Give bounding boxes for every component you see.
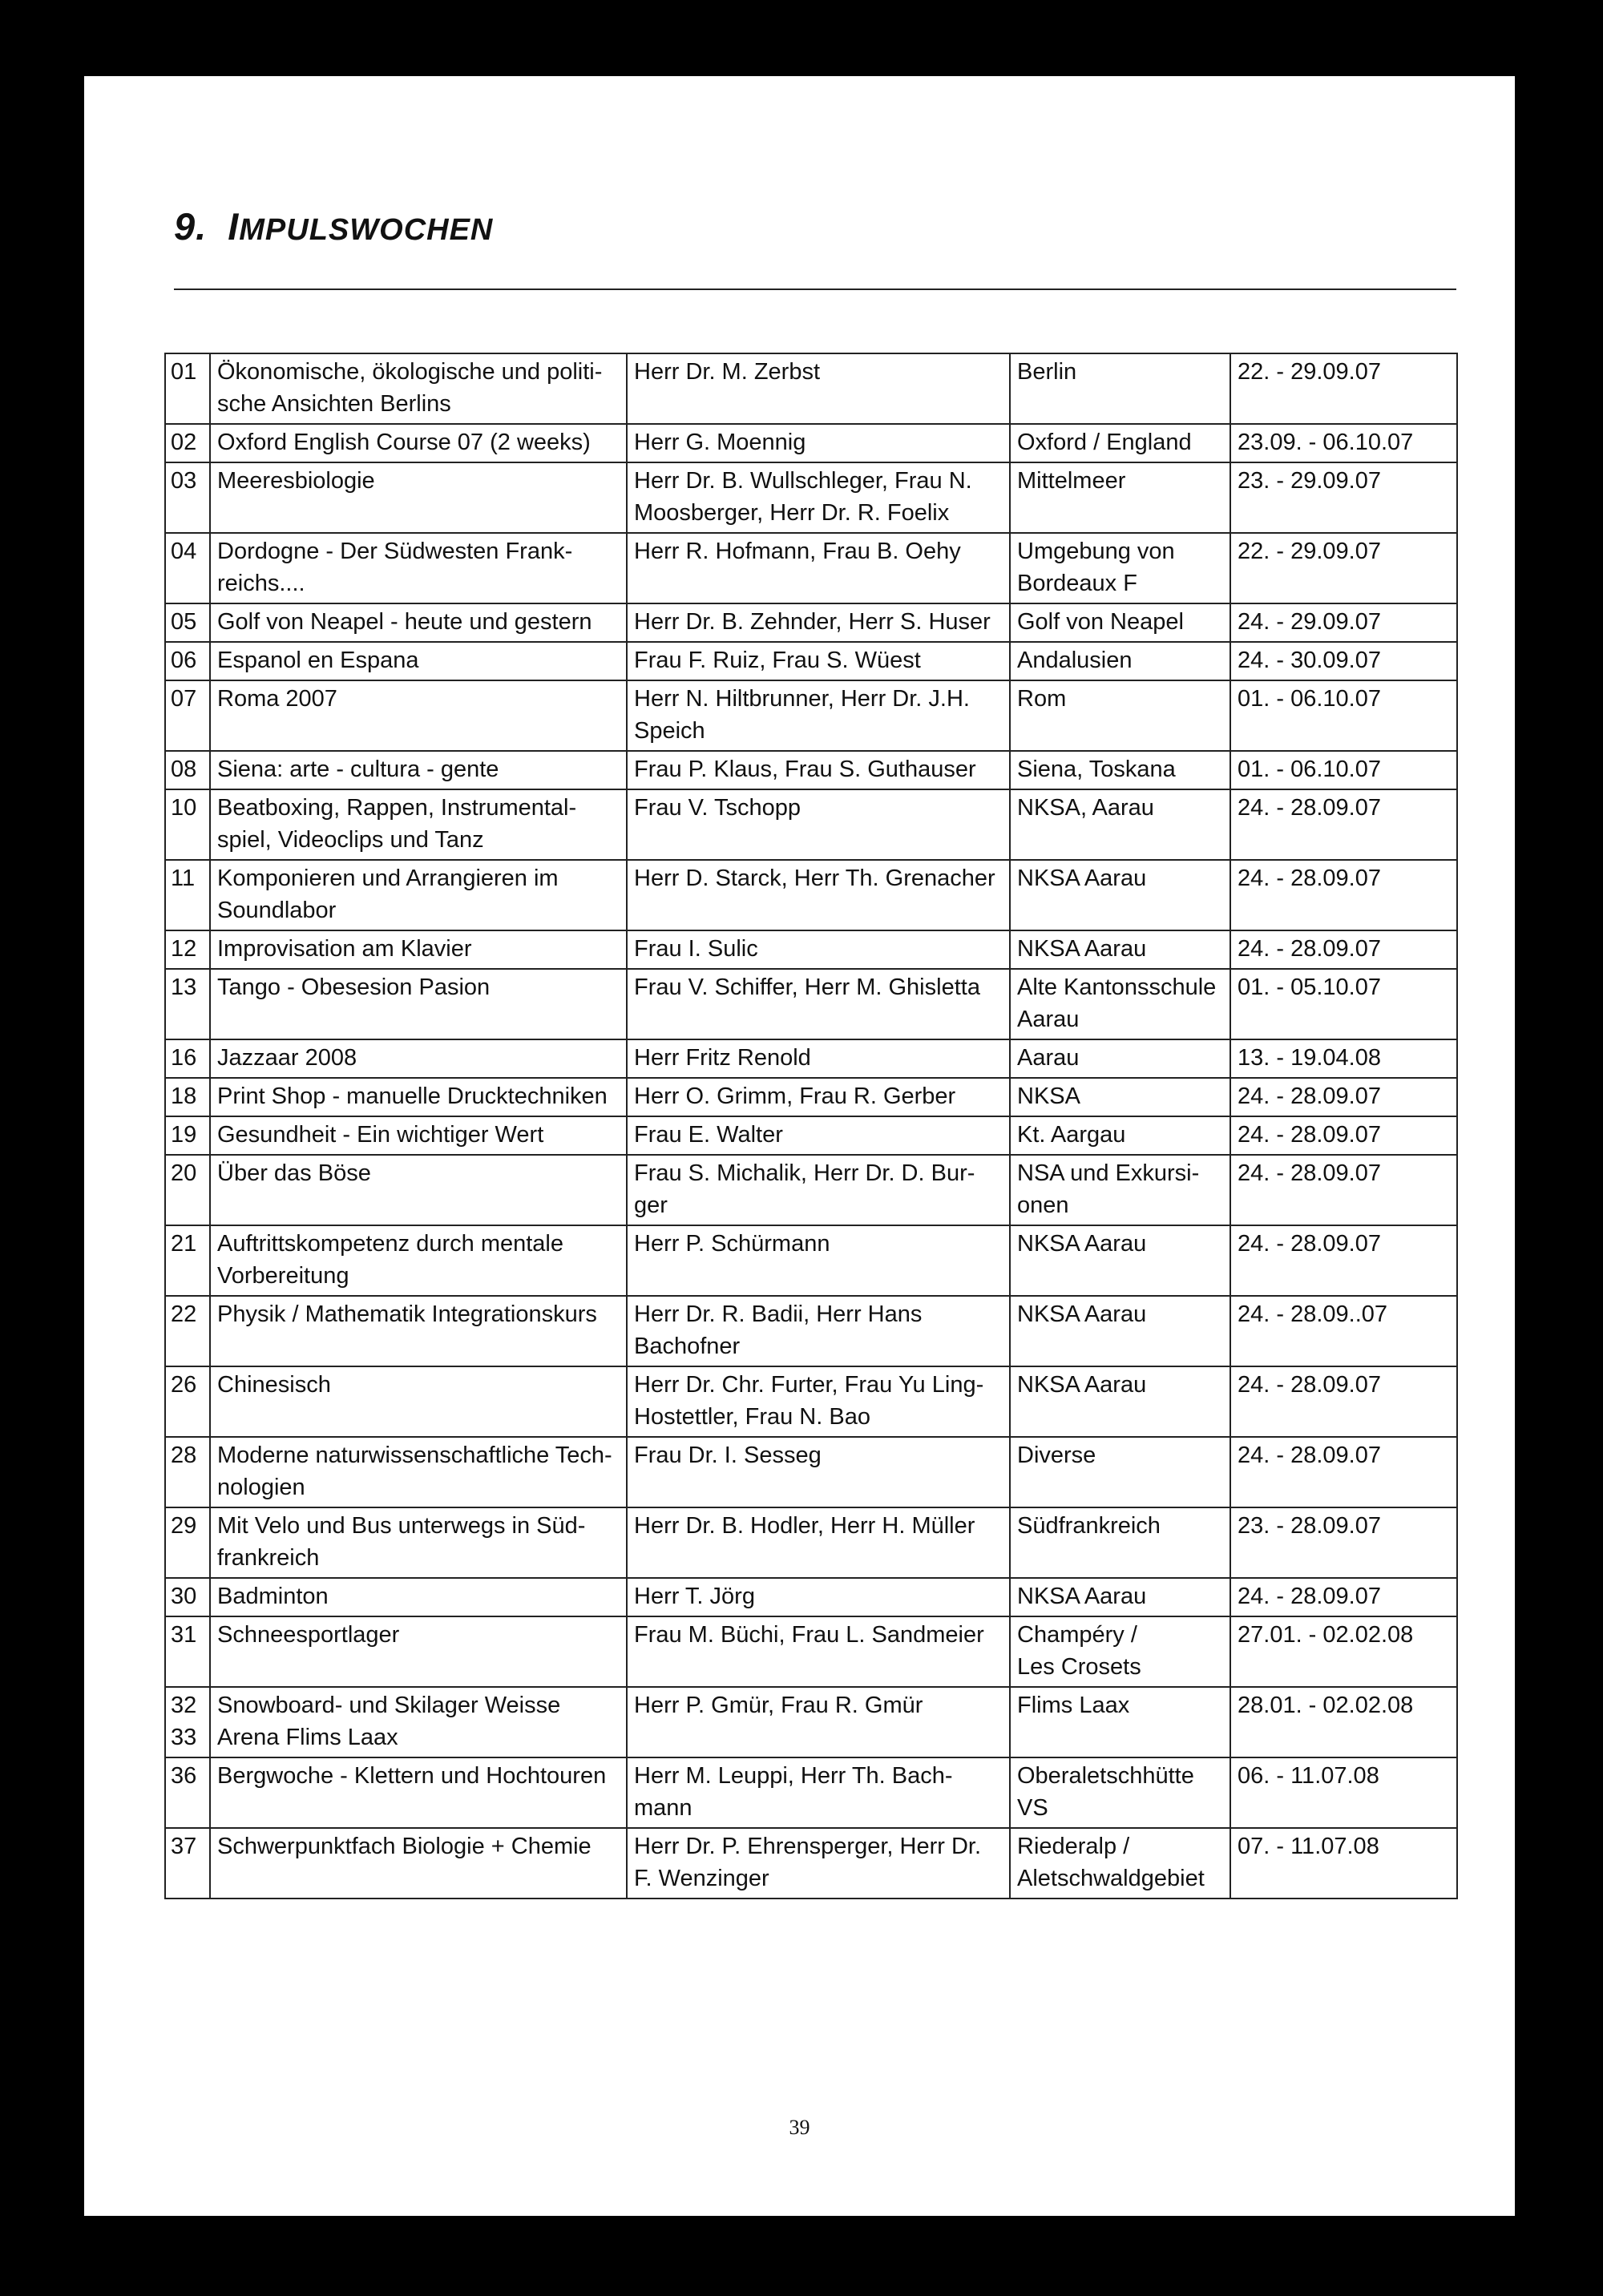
cell-place: Diverse bbox=[1010, 1437, 1230, 1507]
section-title-initial: I bbox=[228, 205, 240, 248]
cell-leaders: Frau V. Tschopp bbox=[627, 789, 1010, 860]
cell-title: Espanol en Espana bbox=[210, 642, 627, 680]
cell-title: Tango - Obesesion Pasion bbox=[210, 969, 627, 1039]
cell-place: Berlin bbox=[1010, 353, 1230, 424]
section-heading bbox=[174, 204, 493, 248]
cell-number: 21 bbox=[165, 1225, 210, 1296]
cell-leaders: Frau Dr. I. Sesseg bbox=[627, 1437, 1010, 1507]
cell-date: 24. - 28.09.07 bbox=[1230, 930, 1457, 969]
cell-place: Südfrankreich bbox=[1010, 1507, 1230, 1578]
cell-number: 26 bbox=[165, 1366, 210, 1437]
cell-title: Chinesisch bbox=[210, 1366, 627, 1437]
cell-date: 24. - 28.09.07 bbox=[1230, 1078, 1457, 1116]
cell-title: Auftrittskompetenz durch mentale Vorbereitung bbox=[210, 1225, 627, 1296]
cell-title: Improvisation am Klavier bbox=[210, 930, 627, 969]
cell-date: 24. - 28.09.07 bbox=[1230, 1116, 1457, 1155]
cell-place: Andalusien bbox=[1010, 642, 1230, 680]
cell-title: Physik / Mathematik Integrationskurs bbox=[210, 1296, 627, 1366]
cell-date: 28.01. - 02.02.08 bbox=[1230, 1687, 1457, 1757]
cell-title: Ökonomische, ökologische und politi- sche Ansichten Berlins bbox=[210, 353, 627, 424]
cell-number: 12 bbox=[165, 930, 210, 969]
cell-leaders: Herr Dr. P. Ehrensperger, Herr Dr. F. Wenzinger bbox=[627, 1828, 1010, 1899]
cell-place: Siena, Toskana bbox=[1010, 751, 1230, 789]
table-row bbox=[165, 1225, 1457, 1296]
cell-date: 24. - 28.09.07 bbox=[1230, 1437, 1457, 1507]
cell-leaders: Frau M. Büchi, Frau L. Sandmeier bbox=[627, 1616, 1010, 1687]
cell-date: 24. - 28.09.07 bbox=[1230, 789, 1457, 860]
table-row bbox=[165, 1578, 1457, 1616]
cell-place: Rom bbox=[1010, 680, 1230, 751]
cell-date: 24. - 28.09.07 bbox=[1230, 860, 1457, 930]
table-row bbox=[165, 680, 1457, 751]
cell-number: 08 bbox=[165, 751, 210, 789]
cell-title: Gesundheit - Ein wichtiger Wert bbox=[210, 1116, 627, 1155]
cell-date: 24. - 28.09.07 bbox=[1230, 1366, 1457, 1437]
cell-title: Oxford English Course 07 (2 weeks) bbox=[210, 424, 627, 462]
cell-place: Mittelmeer bbox=[1010, 462, 1230, 533]
cell-place: NKSA Aarau bbox=[1010, 1225, 1230, 1296]
cell-number: 03 bbox=[165, 462, 210, 533]
cell-place: Oberaletschhütte VS bbox=[1010, 1757, 1230, 1828]
cell-title: Golf von Neapel - heute und gestern bbox=[210, 603, 627, 642]
cell-date: 06. - 11.07.08 bbox=[1230, 1757, 1457, 1828]
cell-place: NKSA Aarau bbox=[1010, 1296, 1230, 1366]
cell-leaders: Herr O. Grimm, Frau R. Gerber bbox=[627, 1078, 1010, 1116]
cell-date: 24. - 28.09.07 bbox=[1230, 1225, 1457, 1296]
cell-number: 18 bbox=[165, 1078, 210, 1116]
table-row bbox=[165, 1687, 1457, 1757]
cell-place: NKSA Aarau bbox=[1010, 860, 1230, 930]
cell-date: 27.01. - 02.02.08 bbox=[1230, 1616, 1457, 1687]
table-row bbox=[165, 969, 1457, 1039]
cell-title: Beatboxing, Rappen, Instrumental- spiel, Videoclips und Tanz bbox=[210, 789, 627, 860]
cell-place: NSA und Exkursi- onen bbox=[1010, 1155, 1230, 1225]
cell-title: Mit Velo und Bus unterwegs in Süd- frankreich bbox=[210, 1507, 627, 1578]
cell-date: 24. - 28.09..07 bbox=[1230, 1296, 1457, 1366]
cell-place: Golf von Neapel bbox=[1010, 603, 1230, 642]
cell-leaders: Herr Dr. B. Wullschleger, Frau N. Moosberger, Herr Dr. R. Foelix bbox=[627, 462, 1010, 533]
cell-place: NKSA bbox=[1010, 1078, 1230, 1116]
table-row bbox=[165, 1366, 1457, 1437]
table-row bbox=[165, 930, 1457, 969]
table-row bbox=[165, 1828, 1457, 1899]
cell-leaders: Herr T. Jörg bbox=[627, 1578, 1010, 1616]
cell-title: Print Shop - manuelle Drucktechniken bbox=[210, 1078, 627, 1116]
cell-number: 28 bbox=[165, 1437, 210, 1507]
cell-place: Oxford / England bbox=[1010, 424, 1230, 462]
cell-date: 23.09. - 06.10.07 bbox=[1230, 424, 1457, 462]
cell-place: Alte Kantonsschule Aarau bbox=[1010, 969, 1230, 1039]
table-row bbox=[165, 642, 1457, 680]
table-row bbox=[165, 1039, 1457, 1078]
cell-leaders: Herr G. Moennig bbox=[627, 424, 1010, 462]
cell-title: Siena: arte - cultura - gente bbox=[210, 751, 627, 789]
cell-date: 24. - 30.09.07 bbox=[1230, 642, 1457, 680]
heading-rule bbox=[174, 289, 1456, 290]
cell-date: 23. - 29.09.07 bbox=[1230, 462, 1457, 533]
table-row bbox=[165, 1296, 1457, 1366]
cell-leaders: Frau S. Michalik, Herr Dr. D. Bur- ger bbox=[627, 1155, 1010, 1225]
table-row bbox=[165, 1437, 1457, 1507]
cell-place: Umgebung von Bordeaux F bbox=[1010, 533, 1230, 603]
cell-date: 23. - 28.09.07 bbox=[1230, 1507, 1457, 1578]
cell-place: NKSA Aarau bbox=[1010, 1578, 1230, 1616]
cell-title: Moderne naturwissenschaftliche Tech- nologien bbox=[210, 1437, 627, 1507]
cell-place: Kt. Aargau bbox=[1010, 1116, 1230, 1155]
table-row bbox=[165, 424, 1457, 462]
table-row bbox=[165, 462, 1457, 533]
table-row bbox=[165, 1155, 1457, 1225]
cell-place: Aarau bbox=[1010, 1039, 1230, 1078]
table-row bbox=[165, 751, 1457, 789]
cell-title: Snowboard- und Skilager Weisse Arena Flims Laax bbox=[210, 1687, 627, 1757]
document-page bbox=[84, 76, 1515, 2216]
cell-place: Flims Laax bbox=[1010, 1687, 1230, 1757]
cell-leaders: Herr P. Schürmann bbox=[627, 1225, 1010, 1296]
section-title-rest: MPULSWOCHEN bbox=[239, 213, 494, 247]
cell-leaders: Frau E. Walter bbox=[627, 1116, 1010, 1155]
cell-place: Riederalp / Aletschwaldgebiet bbox=[1010, 1828, 1230, 1899]
cell-title: Meeresbiologie bbox=[210, 462, 627, 533]
cell-title: Roma 2007 bbox=[210, 680, 627, 751]
cell-title: Komponieren und Arrangieren im Soundlabor bbox=[210, 860, 627, 930]
table-row bbox=[165, 789, 1457, 860]
cell-title: Badminton bbox=[210, 1578, 627, 1616]
cell-leaders: Frau V. Schiffer, Herr M. Ghisletta bbox=[627, 969, 1010, 1039]
table-row bbox=[165, 603, 1457, 642]
cell-number: 29 bbox=[165, 1507, 210, 1578]
cell-number: 16 bbox=[165, 1039, 210, 1078]
cell-title: Dordogne - Der Südwesten Frank- reichs.... bbox=[210, 533, 627, 603]
cell-number: 10 bbox=[165, 789, 210, 860]
cell-number: 11 bbox=[165, 860, 210, 930]
cell-place: NKSA Aarau bbox=[1010, 930, 1230, 969]
table-row bbox=[165, 353, 1457, 424]
table-row bbox=[165, 1507, 1457, 1578]
cell-leaders: Frau F. Ruiz, Frau S. Wüest bbox=[627, 642, 1010, 680]
table-row bbox=[165, 860, 1457, 930]
cell-date: 13. - 19.04.08 bbox=[1230, 1039, 1457, 1078]
cell-number: 13 bbox=[165, 969, 210, 1039]
cell-number: 01 bbox=[165, 353, 210, 424]
cell-number: 32 33 bbox=[165, 1687, 210, 1757]
impulswochen-table bbox=[164, 353, 1458, 1899]
cell-leaders: Herr M. Leuppi, Herr Th. Bach- mann bbox=[627, 1757, 1010, 1828]
cell-number: 02 bbox=[165, 424, 210, 462]
table-row bbox=[165, 1757, 1457, 1828]
cell-leaders: Herr D. Starck, Herr Th. Grenacher bbox=[627, 860, 1010, 930]
cell-number: 19 bbox=[165, 1116, 210, 1155]
cell-leaders: Herr N. Hiltbrunner, Herr Dr. J.H. Speich bbox=[627, 680, 1010, 751]
cell-number: 30 bbox=[165, 1578, 210, 1616]
cell-title: Jazzaar 2008 bbox=[210, 1039, 627, 1078]
table-row bbox=[165, 1616, 1457, 1687]
cell-date: 01. - 06.10.07 bbox=[1230, 751, 1457, 789]
page-number: 39 bbox=[789, 2116, 810, 2139]
cell-date: 24. - 29.09.07 bbox=[1230, 603, 1457, 642]
cell-leaders: Herr Dr. B. Hodler, Herr H. Müller bbox=[627, 1507, 1010, 1578]
cell-title: Schneesportlager bbox=[210, 1616, 627, 1687]
cell-date: 24. - 28.09.07 bbox=[1230, 1155, 1457, 1225]
cell-number: 31 bbox=[165, 1616, 210, 1687]
cell-leaders: Herr Dr. M. Zerbst bbox=[627, 353, 1010, 424]
cell-number: 07 bbox=[165, 680, 210, 751]
cell-number: 36 bbox=[165, 1757, 210, 1828]
cell-number: 37 bbox=[165, 1828, 210, 1899]
section-number: 9. bbox=[174, 205, 208, 248]
cell-date: 22. - 29.09.07 bbox=[1230, 533, 1457, 603]
cell-place: Champéry / Les Crosets bbox=[1010, 1616, 1230, 1687]
cell-leaders: Herr P. Gmür, Frau R. Gmür bbox=[627, 1687, 1010, 1757]
cell-leaders: Herr Dr. R. Badii, Herr Hans Bachofner bbox=[627, 1296, 1010, 1366]
cell-date: 24. - 28.09.07 bbox=[1230, 1578, 1457, 1616]
table-row bbox=[165, 533, 1457, 603]
cell-leaders: Herr R. Hofmann, Frau B. Oehy bbox=[627, 533, 1010, 603]
cell-number: 04 bbox=[165, 533, 210, 603]
cell-title: Bergwoche - Klettern und Hochtouren bbox=[210, 1757, 627, 1828]
cell-number: 05 bbox=[165, 603, 210, 642]
cell-date: 01. - 06.10.07 bbox=[1230, 680, 1457, 751]
cell-leaders: Herr Dr. Chr. Furter, Frau Yu Ling- Hostettler, Frau N. Bao bbox=[627, 1366, 1010, 1437]
cell-leaders: Herr Fritz Renold bbox=[627, 1039, 1010, 1078]
cell-number: 20 bbox=[165, 1155, 210, 1225]
cell-date: 22. - 29.09.07 bbox=[1230, 353, 1457, 424]
cell-place: NKSA Aarau bbox=[1010, 1366, 1230, 1437]
cell-leaders: Frau I. Sulic bbox=[627, 930, 1010, 969]
cell-place: NKSA, Aarau bbox=[1010, 789, 1230, 860]
cell-date: 07. - 11.07.08 bbox=[1230, 1828, 1457, 1899]
table-row bbox=[165, 1078, 1457, 1116]
cell-leaders: Frau P. Klaus, Frau S. Guthauser bbox=[627, 751, 1010, 789]
cell-leaders: Herr Dr. B. Zehnder, Herr S. Huser bbox=[627, 603, 1010, 642]
cell-title: Über das Böse bbox=[210, 1155, 627, 1225]
table-row bbox=[165, 1116, 1457, 1155]
cell-title: Schwerpunktfach Biologie + Chemie bbox=[210, 1828, 627, 1899]
cell-date: 01. - 05.10.07 bbox=[1230, 969, 1457, 1039]
cell-number: 22 bbox=[165, 1296, 210, 1366]
table-body bbox=[165, 353, 1457, 1899]
cell-number: 06 bbox=[165, 642, 210, 680]
